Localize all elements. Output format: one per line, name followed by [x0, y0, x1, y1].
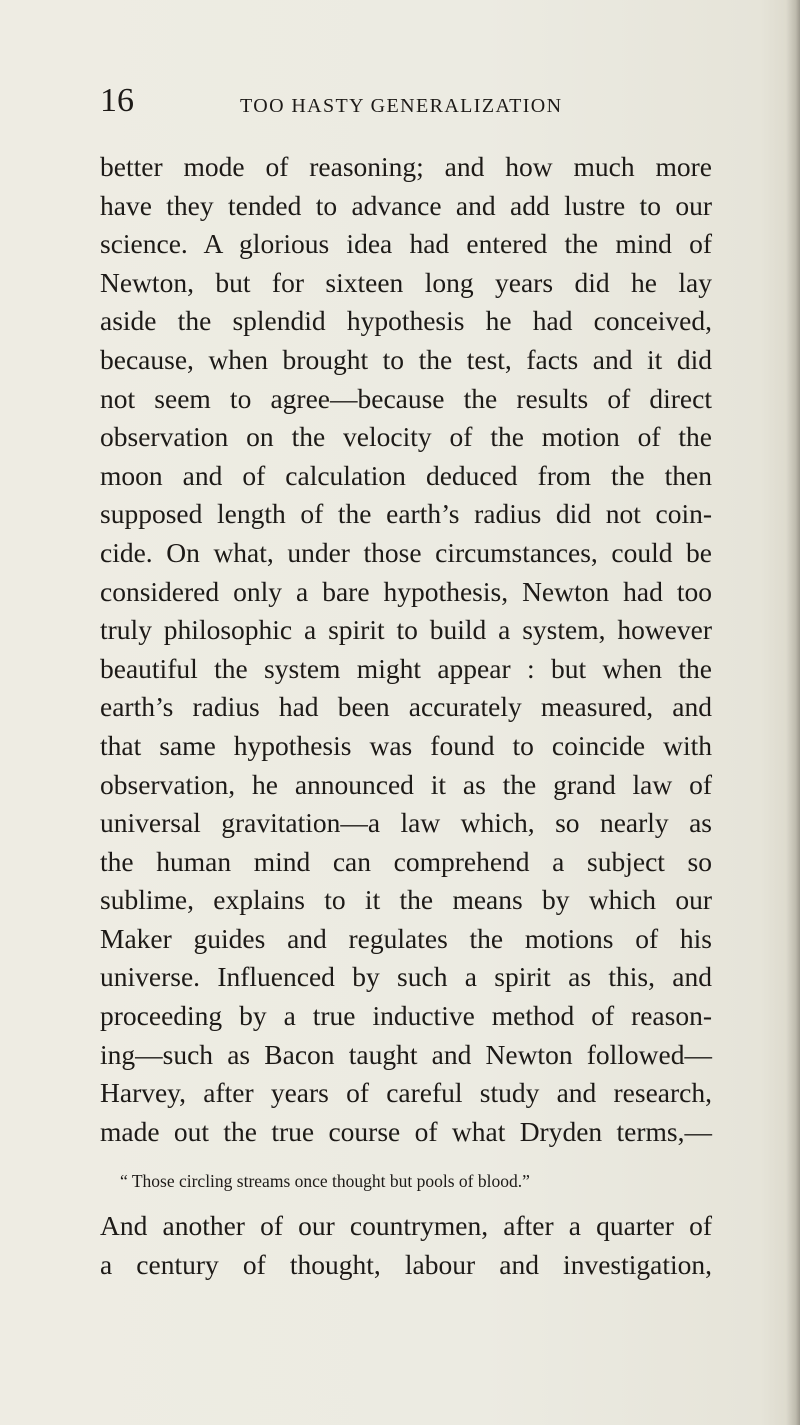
block-quotation: “ Those circling streams once thought but pools of blood.”: [120, 1171, 530, 1192]
text-line: ing—such as Bacon taught and Newton followed—: [100, 1038, 712, 1070]
text-line: considered only a bare hypothesis, Newton had too: [100, 575, 712, 607]
text-line: Newton, but for sixteen long years did he lay: [100, 266, 712, 298]
text-line: because, when brought to the test, facts and it did: [100, 343, 712, 375]
page-edge-shadow: [786, 0, 800, 1425]
running-title: TOO HASTY GENERALIZATION: [240, 95, 563, 117]
text-line: universal gravitation—a law which, so nearly as: [100, 807, 712, 839]
text-line: truly philosophic a spirit to build a system, however: [100, 614, 712, 646]
text-line: observation on the velocity of the motion of the: [100, 421, 712, 453]
text-line: aside the splendid hypothesis he had conceived,: [100, 305, 712, 337]
text-line: moon and of calculation deduced from the then: [100, 459, 712, 491]
body-text: [100, 148, 712, 1285]
text-line: And another of our countrymen, after a quarter of: [100, 1210, 712, 1242]
text-line: a century of thought, labour and investigation,: [100, 1249, 712, 1281]
text-line: sublime, explains to it the means by which our: [100, 884, 712, 916]
text-line: universe. Influenced by such a spirit as this, and: [100, 961, 712, 993]
text-line: Maker guides and regulates the motions of his: [100, 922, 712, 954]
running-header: [100, 84, 720, 134]
text-line: made out the true course of what Dryden terms,—: [100, 1115, 712, 1147]
text-line: the human mind can comprehend a subject so: [100, 845, 712, 877]
text-line: have they tended to advance and add lustre to our: [100, 189, 712, 221]
text-line: better mode of reasoning; and how much more: [100, 151, 712, 182]
text-line: not seem to agree—because the results of direct: [100, 382, 712, 414]
text-line: observation, he announced it as the grand law of: [100, 768, 712, 800]
text-line: beautiful the system might appear : but when the: [100, 652, 712, 684]
text-line: Harvey, after years of careful study and research,: [100, 1077, 712, 1109]
text-line: science. A glorious idea had entered the mind of: [100, 228, 712, 260]
text-line: proceeding by a true inductive method of reason-: [100, 1000, 712, 1032]
continuation-text: [100, 1207, 712, 1284]
text-line: cide. On what, under those circumstances, could be: [100, 536, 712, 568]
text-line: earth’s radius had been accurately measured, and: [100, 691, 712, 723]
page-number: 16: [100, 82, 134, 119]
text-line: that same hypothesis was found to coincide with: [100, 729, 712, 761]
text-line: supposed length of the earth’s radius did not coin-: [100, 498, 712, 530]
